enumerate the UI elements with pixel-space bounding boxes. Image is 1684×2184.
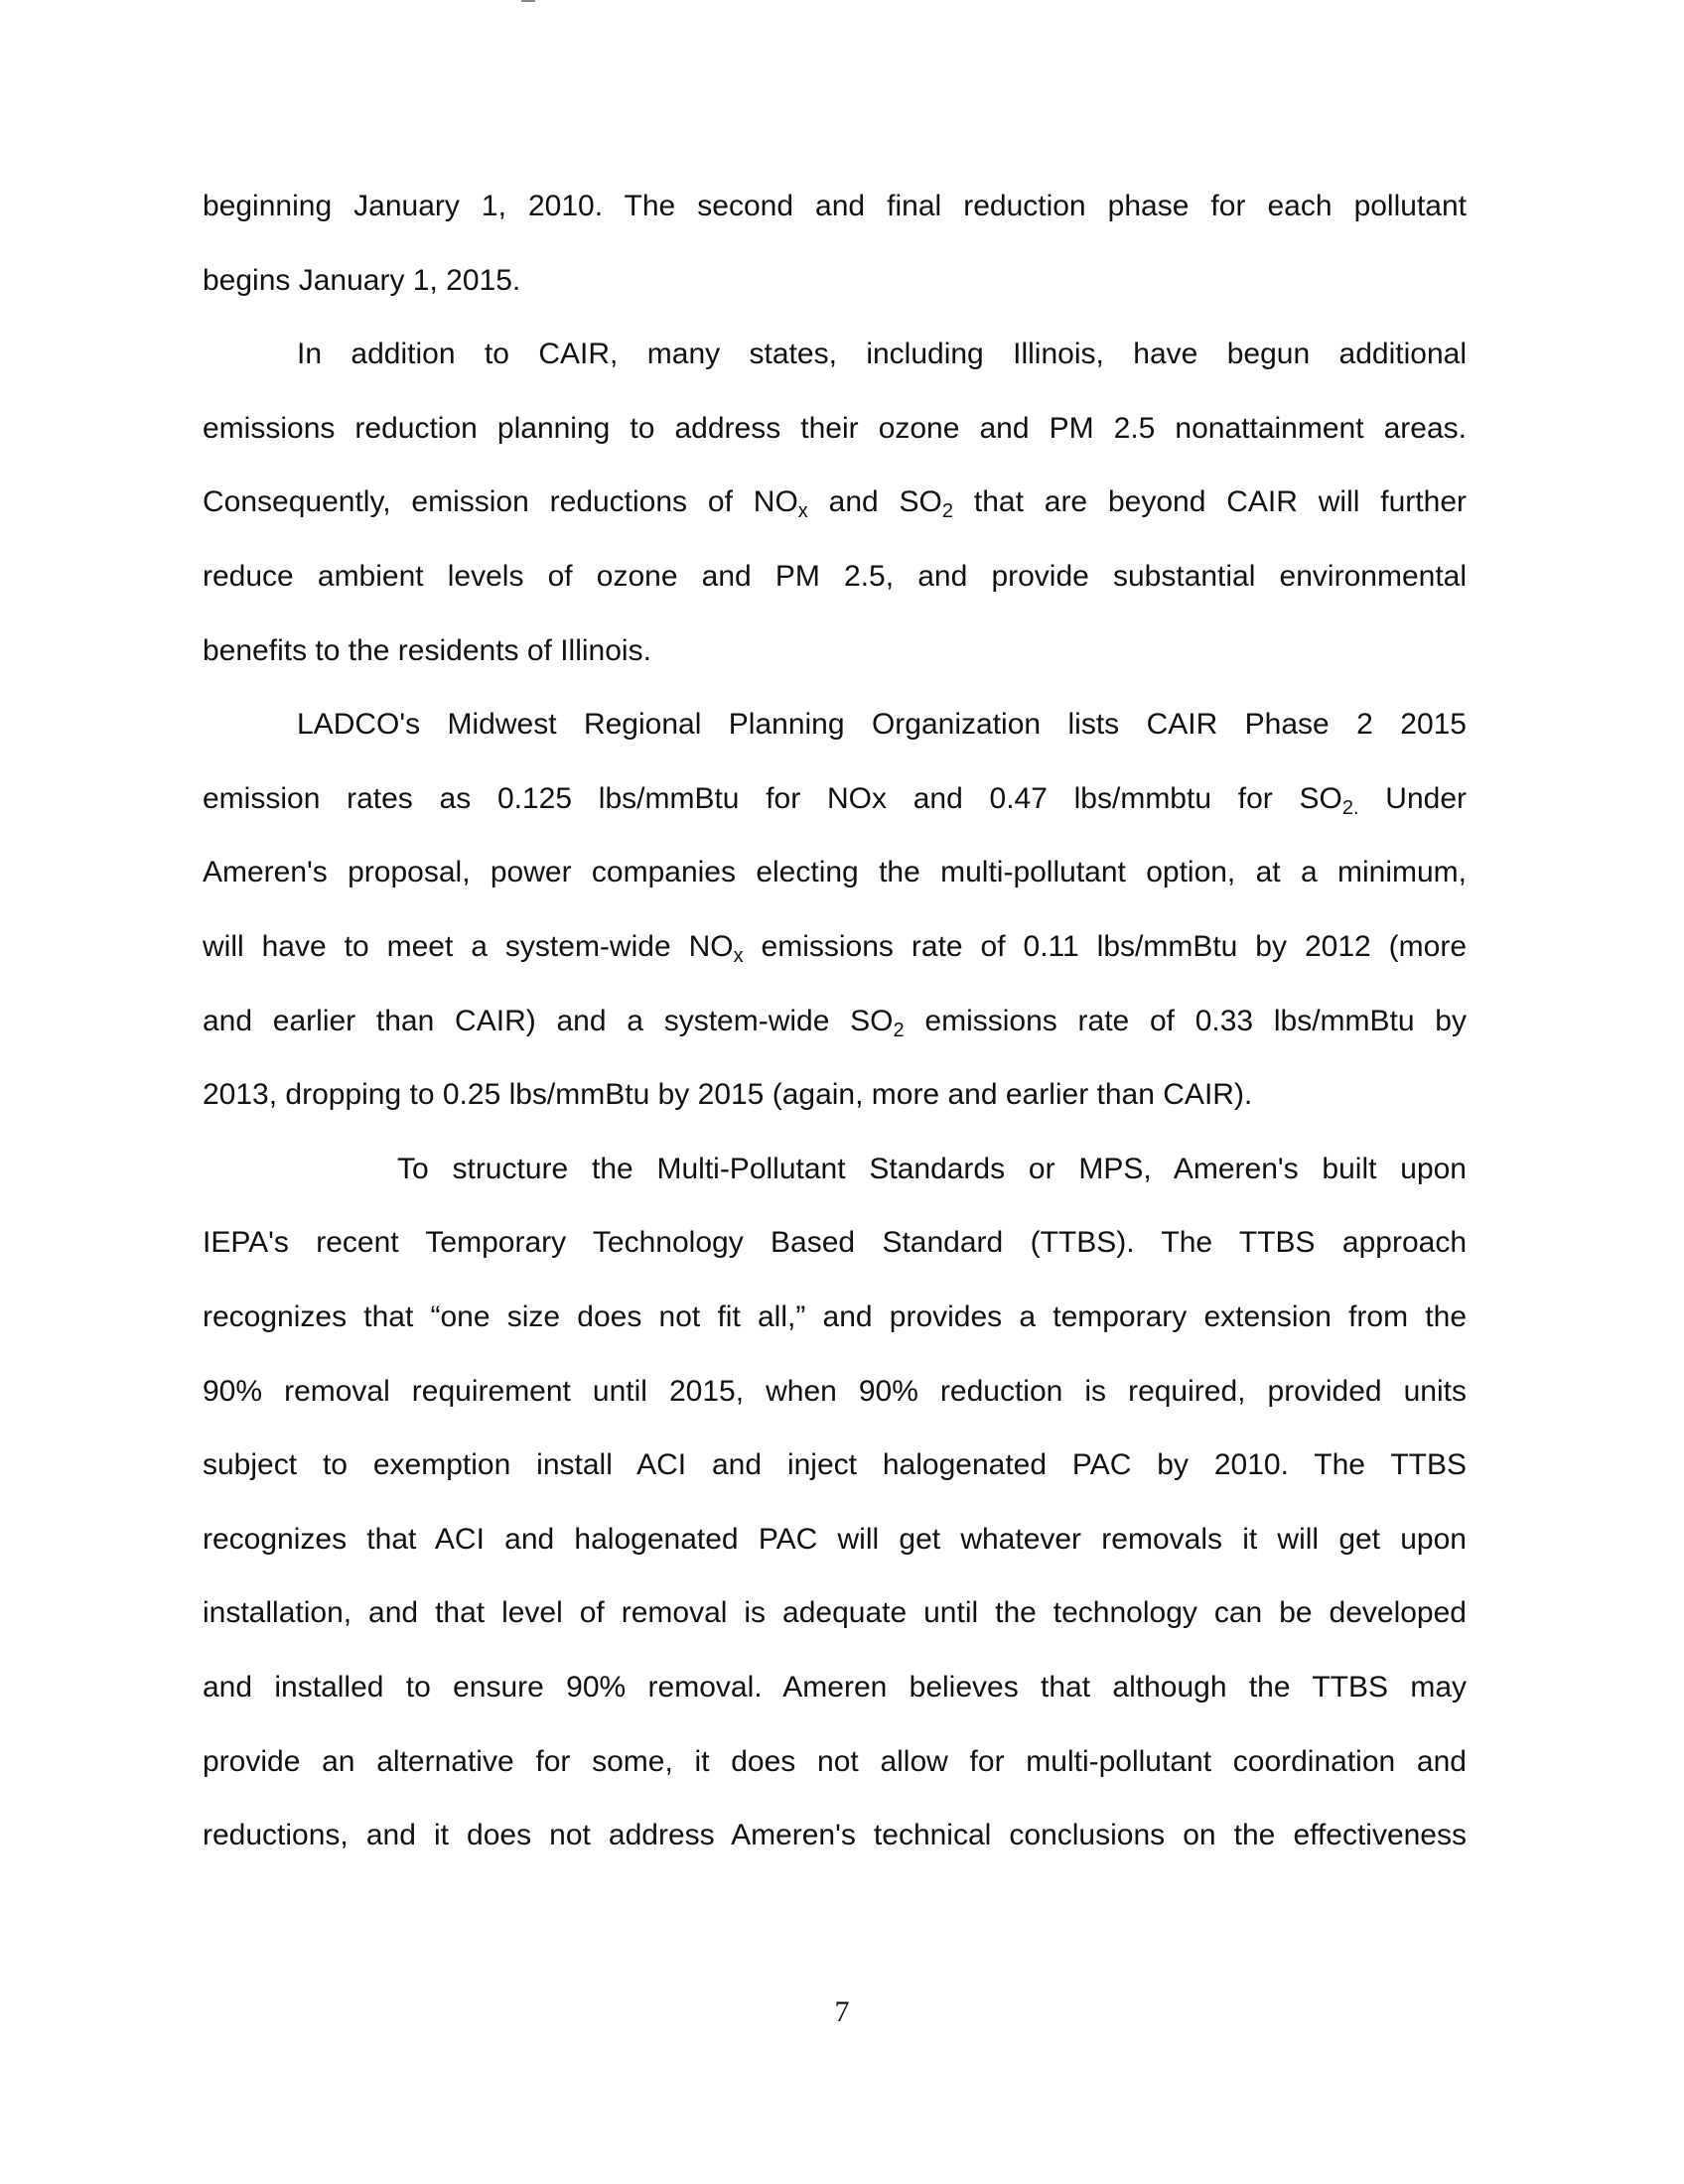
text-line xyxy=(297,337,1467,372)
text-run: begins January 1, 2015. xyxy=(203,263,521,297)
text-run: IEPA's recent Temporary Technology Based Standard (TTBS). The TTBS approach xyxy=(203,1226,1467,1260)
text-line xyxy=(203,263,1467,299)
text-line xyxy=(203,633,1467,669)
text-run: Ameren's proposal, power companies electing the multi-pollutant option, at a minimum, xyxy=(203,856,1467,889)
text-line xyxy=(203,411,1467,447)
text-line xyxy=(203,484,1467,523)
text-line xyxy=(203,189,1467,224)
text-line xyxy=(203,1374,1467,1410)
text-run: and SO xyxy=(807,485,942,519)
text-run: and earlier than CAIR) and a system-wide SO xyxy=(203,1004,894,1037)
text-run: installation, and that level of removal is adequate until the technology can be developed xyxy=(203,1596,1467,1630)
text-run: reduce ambient levels of ozone and PM 2.5, and provide substantial environmental xyxy=(203,560,1467,593)
text-run: LADCO's Midwest Regional Planning Organization lists CAIR Phase 2 2015 xyxy=(297,708,1467,742)
text-run: emissions rate of 0.33 lbs/mmBtu by xyxy=(904,1004,1467,1037)
text-run: emission rates as 0.125 lbs/mmBtu for NOx and 0.47 lbs/mmbtu for SO xyxy=(203,781,1342,815)
text-run: provide an alternative for some, it does not allow for multi-pollutant coordination and xyxy=(203,1744,1467,1778)
text-run: beginning January 1, 2010. The second and final reduction phase for each pollutant xyxy=(203,190,1467,222)
text-run: recognizes that ACI and halogenated PAC will get whatever removals it will get upon xyxy=(203,1522,1467,1556)
text-line xyxy=(203,559,1467,595)
text-line xyxy=(397,1152,1467,1187)
scan-artifact xyxy=(521,0,535,2)
text-line xyxy=(203,1595,1467,1631)
text-run: that are beyond CAIR will further xyxy=(953,485,1467,519)
text-run: subject to exemption install ACI and inject halogenated PAC by 2010. The TTBS xyxy=(203,1448,1467,1482)
text-line xyxy=(203,1818,1467,1853)
subscript: x xyxy=(733,945,744,967)
text-line xyxy=(203,1522,1467,1558)
subscript: 2 xyxy=(893,1019,905,1041)
text-line xyxy=(203,1299,1467,1335)
text-run: emissions rate of 0.11 lbs/mmBtu by 2012 (more xyxy=(743,930,1467,963)
text-line xyxy=(203,1447,1467,1483)
text-run: Under xyxy=(1358,781,1467,815)
page-number: 7 xyxy=(834,1995,850,2028)
text-line xyxy=(203,1004,1467,1039)
subscript: 2 xyxy=(941,500,954,523)
text-line xyxy=(203,1670,1467,1706)
text-run: recognizes that “one size does not fit all,” and provides a temporary extension from the xyxy=(203,1300,1467,1333)
text-line xyxy=(297,707,1467,743)
text-run: benefits to the residents of Illinois. xyxy=(203,633,651,667)
text-run: 90% removal requirement until 2015, when 90% reduction is required, provided units xyxy=(203,1374,1467,1408)
text-line xyxy=(203,781,1467,817)
subscript: x xyxy=(797,500,808,523)
text-run: In addition to CAIR, many states, including Illinois, have begun additional xyxy=(297,338,1467,371)
text-run: will have to meet a system-wide NO xyxy=(203,930,734,963)
text-line xyxy=(203,1744,1467,1780)
text-run: 2013, dropping to 0.25 lbs/mmBtu by 2015 (again, more and earlier than CAIR). xyxy=(203,1078,1253,1112)
text-run: emissions reduction planning to address their ozone and PM 2.5 nonattainment areas. xyxy=(203,411,1467,445)
text-run: reductions, and it does not address Ameren's technical conclusions on the effectiveness xyxy=(203,1819,1467,1852)
text-run: and installed to ensure 90% removal. Ameren believes that although the TTBS may xyxy=(203,1671,1467,1704)
text-line xyxy=(203,1077,1467,1113)
subscript: 2. xyxy=(1341,796,1359,819)
text-line xyxy=(203,855,1467,890)
text-line xyxy=(203,1225,1467,1261)
text-line xyxy=(203,929,1467,965)
text-run: To structure the Multi-Pollutant Standards or MPS, Ameren's built upon xyxy=(397,1152,1467,1185)
text-run: Consequently, emission reductions of NO xyxy=(203,485,798,519)
